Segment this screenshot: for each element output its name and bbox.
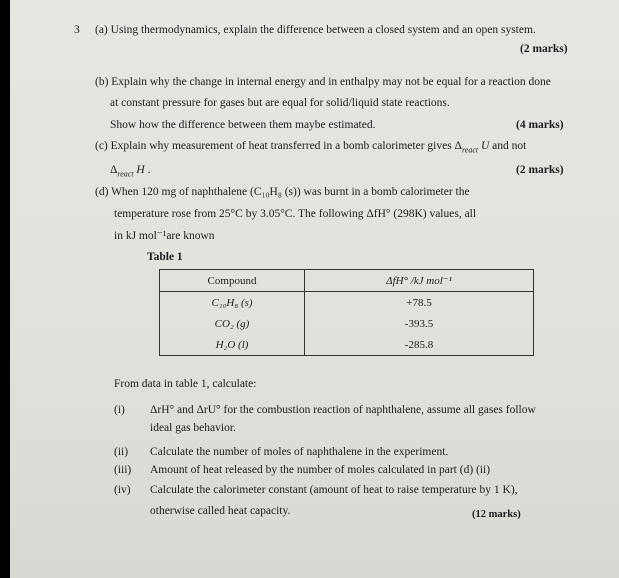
part-d-marks: (12 marks) <box>472 509 521 520</box>
part-b-marks: (4 marks) <box>516 119 564 131</box>
item-num: (iii) <box>114 464 132 476</box>
table-header-row <box>160 270 534 292</box>
table-title: Table 1 <box>147 251 183 263</box>
table-cell-compound: C₁₀H₈ (s) <box>160 292 305 314</box>
part-c-line1-sym: U <box>480 140 490 152</box>
item-num: (iv) <box>114 484 131 496</box>
part-c-line2-sub: react <box>117 169 134 179</box>
part-c-line2-sym: H <box>136 164 145 176</box>
part-c-line1-sub: react <box>461 145 479 155</box>
table-cell-value: -285.8 <box>305 334 534 356</box>
item-ii-line1: Calculate the number of moles of naphthalene in the experiment. <box>150 446 449 458</box>
item-i-line1: ΔrH° and ΔrU° for the combustion reaction of naphthalene, assume all gases follow <box>150 404 536 416</box>
part-c-line2 <box>110 164 150 177</box>
table-header-enthalpy: ΔfH° /kJ mol⁻¹ <box>305 270 534 292</box>
item-iv-line2: otherwise called heat capacity. <box>150 505 291 517</box>
part-a-text: (a) Using thermodynamics, explain the difference between a closed system and an open system. <box>95 24 536 36</box>
table-row <box>160 334 534 356</box>
part-a-marks: (2 marks) <box>520 43 568 55</box>
table-header-compound: Compound <box>160 270 305 292</box>
table-cell-compound: CO₂ (g) <box>160 313 305 334</box>
exam-page <box>10 0 619 578</box>
table-cell-compound: H₂O (l) <box>160 334 305 356</box>
item-num: (i) <box>114 404 125 416</box>
item-i-line2: ideal gas behavior. <box>150 422 236 434</box>
table-row <box>160 292 534 314</box>
part-c-line2-post: . <box>144 164 151 176</box>
item-iii-line1: Amount of heat released by the number of moles calculated in part (d) (ii) <box>150 464 491 476</box>
table-cell-value: -393.5 <box>305 313 534 334</box>
part-b-line1: (b) Explain why the change in internal energy and in enthalpy may not be equal for a reaction done <box>95 76 551 88</box>
part-c-line2-pre: Δ <box>110 164 118 176</box>
part-c-marks: (2 marks) <box>516 164 564 176</box>
question-number: 3 <box>74 24 80 36</box>
part-d-line2: temperature rose from 25°C by 3.05°C. The following ΔfH° (298K) values, all <box>114 208 477 220</box>
part-b-line2: at constant pressure for gases but are equal for solid/liquid state reactions. <box>110 97 450 109</box>
thermo-table <box>159 269 534 356</box>
part-d-line1: (d) When 120 mg of naphthalene (C₁₀H₈ (s)) was burnt in a bomb calorimeter the <box>95 186 470 198</box>
part-c-line1-post: and not <box>489 140 527 152</box>
part-b-line3: Show how the difference between them maybe estimated. <box>110 119 376 131</box>
table-cell-value: +78.5 <box>305 292 534 314</box>
item-num: (ii) <box>114 446 129 458</box>
calc-intro: From data in table 1, calculate: <box>114 378 257 390</box>
part-c-line1-pre: (c) Explain why measurement of heat transferred in a bomb calorimeter gives Δ <box>95 140 462 152</box>
part-d-line3: in kJ mol⁻¹are known <box>114 230 215 242</box>
table-row <box>160 313 534 334</box>
part-c-line1 <box>95 140 526 153</box>
item-iv-line1: Calculate the calorimeter constant (amount of heat to raise temperature by 1 K), <box>150 484 518 496</box>
